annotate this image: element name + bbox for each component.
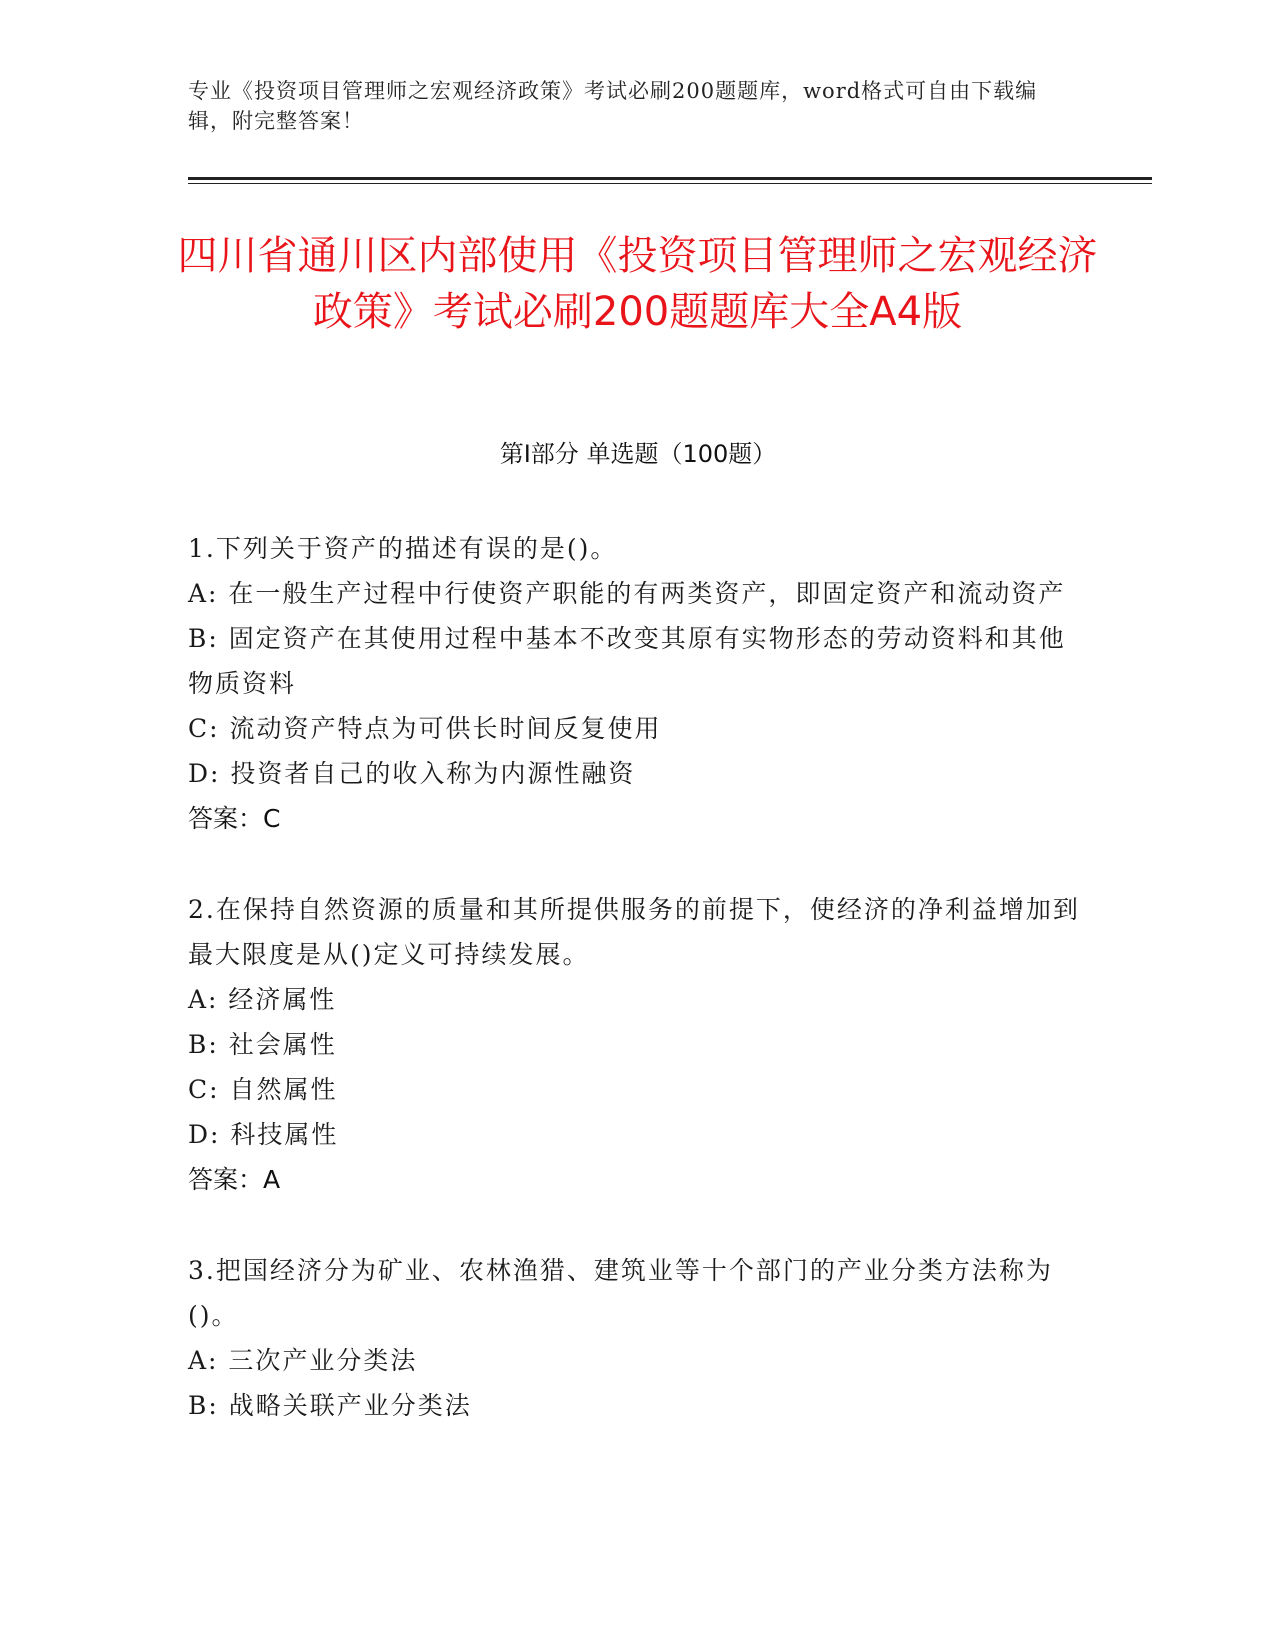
section-heading: 第I部分 单选题（100题） xyxy=(499,440,777,468)
option-b: B: 固定资产在其使用过程中基本不改变其原有实物形态的劳动资料和其他物质资料 xyxy=(188,624,1066,698)
option-b: B: 社会属性 xyxy=(188,1030,337,1059)
question-list xyxy=(188,526,1088,1474)
option-b: B: 战略关联产业分类法 xyxy=(188,1391,472,1420)
option-a: A: 经济属性 xyxy=(188,985,337,1014)
question-stem: 2.在保持自然资源的质量和其所提供服务的前提下，使经济的净利益增加到最大限度是从()定义可持续发展。 xyxy=(188,895,1080,969)
header-note: 专业《投资项目管理师之宏观经济政策》考试必刷200题题库，word格式可自由下载编辑，附完整答案！ xyxy=(188,79,1038,133)
option-a: A: 三次产业分类法 xyxy=(188,1346,418,1375)
option-a: A: 在一般生产过程中行使资产职能的有两类资产，即固定资产和流动资产 xyxy=(188,579,1066,608)
header-rule-thick xyxy=(188,177,1152,180)
answer: 答案：A xyxy=(188,1165,281,1194)
question-2 xyxy=(188,887,1088,1202)
question-stem: 3.把国经济分为矿业、农林渔猎、建筑业等十个部门的产业分类方法称为()。 xyxy=(188,1256,1053,1330)
question-stem: 1.下列关于资产的描述有误的是()。 xyxy=(188,534,618,563)
option-c: C: 自然属性 xyxy=(188,1075,338,1104)
option-d: D: 投资者自己的收入称为内源性融资 xyxy=(188,759,636,788)
question-3 xyxy=(188,1248,1088,1428)
question-1 xyxy=(188,526,1088,841)
document-title: 四川省通川区内部使用《投资项目管理师之宏观经济政策》考试必刷200题题库大全A4版 xyxy=(177,233,1098,335)
answer: 答案：C xyxy=(188,804,281,833)
option-d: D: 科技属性 xyxy=(188,1120,339,1149)
option-c: C: 流动资产特点为可供长时间反复使用 xyxy=(188,714,662,743)
header-rule-thin xyxy=(188,183,1152,184)
